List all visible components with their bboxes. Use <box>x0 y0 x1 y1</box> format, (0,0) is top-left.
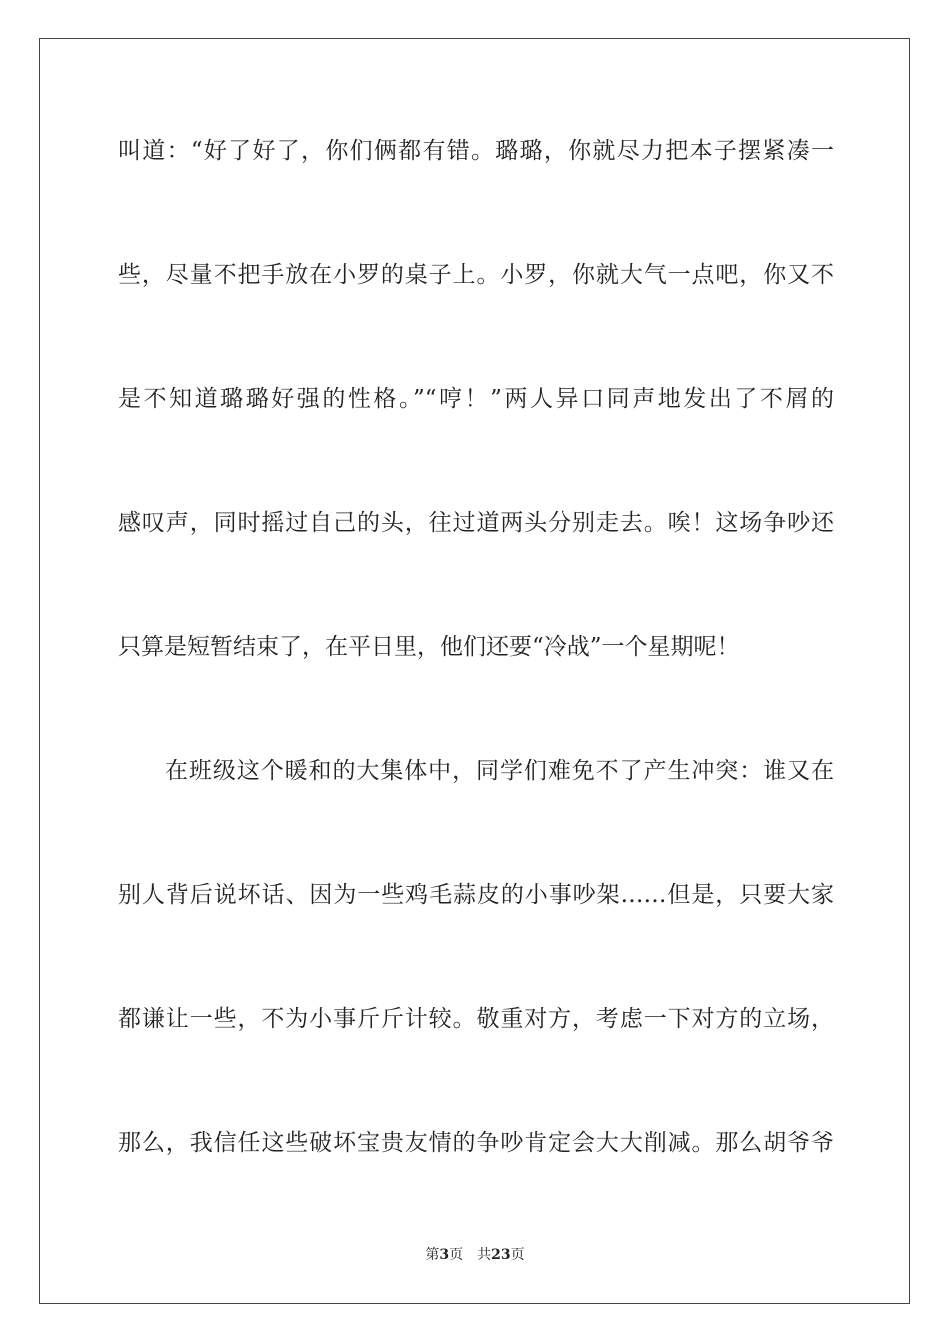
page-footer <box>0 1245 950 1265</box>
total-prefix: 共 <box>477 1247 492 1263</box>
page-number: 3 <box>439 1247 450 1263</box>
page-border <box>39 38 910 1304</box>
paragraph-line-7: 别人背后说坏话、因为一些鸡毛蒜皮的小事吵架……但是，只要大家 <box>118 882 834 908</box>
paragraph-line-9: 那么，我信任这些破坏宝贵友情的争吵肯定会大大削减。那么胡爷爷 <box>118 1130 834 1156</box>
page-suffix: 页 <box>449 1247 464 1263</box>
paragraph-line-8: 都谦让一些，不为小事斤斤计较。敬重对方，考虑一下对方的立场， <box>118 1006 834 1032</box>
page-prefix: 第 <box>425 1247 440 1263</box>
paragraph-line-1: 叫道：“好了好了，你们俩都有错。璐璐，你就尽力把本子摆紧凑一 <box>118 138 834 164</box>
total-pages: 23 <box>491 1247 511 1263</box>
paragraph-line-4: 感叹声，同时摇过自己的头，往过道两头分别走去。唉！这场争吵还 <box>118 510 834 536</box>
paragraph-line-3: 是不知道璐璐好强的性格。”“哼！”两人异口同声地发出了不屑的 <box>118 386 834 412</box>
paragraph-line-6: 在班级这个暖和的大集体中，同学们难免不了产生冲突：谁又在 <box>165 758 834 784</box>
paragraph-line-5: 只算是短暂结束了，在平日里，他们还要“冷战”一个星期呢！ <box>118 634 740 660</box>
paragraph-line-2: 些，尽量不把手放在小罗的桌子上。小罗，你就大气一点吧，你又不 <box>118 262 834 288</box>
total-suffix: 页 <box>510 1247 525 1263</box>
